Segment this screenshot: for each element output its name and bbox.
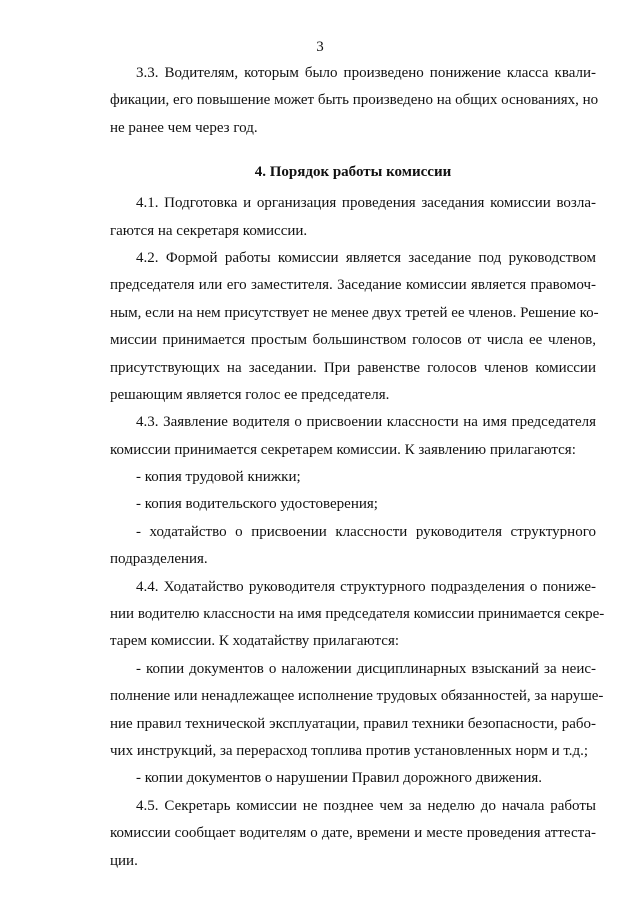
section-4-body [110,190,605,875]
text-line: нии водителю классности на имя председателя комиссии принимается секре- [110,606,605,623]
text-line: 4.3. Заявление водителя о присвоении классности на имя председателя [136,414,596,431]
text-line: ние правил технической эксплуатации, правил техники безопасности, рабо- [110,715,596,732]
paragraph-p4-2 [110,245,599,409]
text-line: 4.1. Подготовка и организация проведения заседания комиссии возла- [136,195,596,212]
page-number: 3 [316,39,324,55]
text-line: председателя или его заместителя. Заседание комиссии является правомоч- [110,277,596,294]
paragraph-p4-4-item2 [110,765,596,792]
text-line: присутствующих на заседании. При равенстве голосов членов комиссии [110,359,596,376]
paragraph-p4-4 [110,574,605,656]
text-line: ции. [110,852,138,869]
text-line: гаются на секретаря комиссии. [110,222,308,239]
text-line: полнение или ненадлежащее исполнение трудовых обязанностей, за наруше- [110,688,604,705]
paragraph-p3-3 [110,60,599,142]
text-line: фикации, его повышение может быть произведено на общих основаниях, но [110,92,599,109]
paragraph-p4-3-item2 [110,491,596,518]
text-line: подразделения. [110,551,208,568]
text-line: 4.4. Ходатайство руководителя структурного подразделения о пониже- [136,578,596,595]
document-body [110,60,605,875]
text-line: комиссии сообщает водителям о дате, времени и месте проведения аттеста- [110,825,596,842]
text-line: миссии принимается простым большинством голосов от числа ее членов, [110,332,596,349]
paragraph-p4-4-item1 [110,656,604,766]
paragraph-p4-5 [110,793,596,875]
text-line: тарем комиссии. К ходатайству прилагаются: [110,633,400,650]
text-line: решающим является голос ее председателя. [110,386,390,403]
paragraph-p4-1 [110,190,596,245]
text-line: ным, если на нем присутствует не менее двух третей ее членов. Решение ко- [110,304,599,321]
text-line: 3.3. Водителям, которым было произведено понижение класса квали- [136,65,596,81]
paragraph-p4-3 [110,409,596,464]
paragraph-p4-3-item3 [110,519,596,574]
text-line: - копия водительского удостоверения; [136,496,378,513]
section-heading: 4. Порядок работы комиссии [254,164,452,181]
text-line: - копии документов о наложении дисциплинарных взысканий за неис- [136,660,596,677]
text-line: чих инструкций, за перерасход топлива против установленных норм и т.д.; [110,742,589,759]
text-line: - копия трудовой книжки; [136,469,301,486]
text-line: - ходатайство о присвоении классности руководителя структурного [136,523,596,540]
paragraph-p4-3-item1 [110,464,596,491]
section-3-continuation [110,60,599,142]
text-line: комиссии принимается секретарем комиссии. К заявлению прилагаются: [110,441,576,458]
text-line: - копии документов о нарушении Правил дорожного движения. [136,770,543,787]
text-line: 4.2. Формой работы комиссии является заседание под руководством [136,249,596,266]
text-line: 4.5. Секретарь комиссии не позднее чем за неделю до начала работы [136,797,596,814]
text-line: не ранее чем через год. [110,119,258,136]
